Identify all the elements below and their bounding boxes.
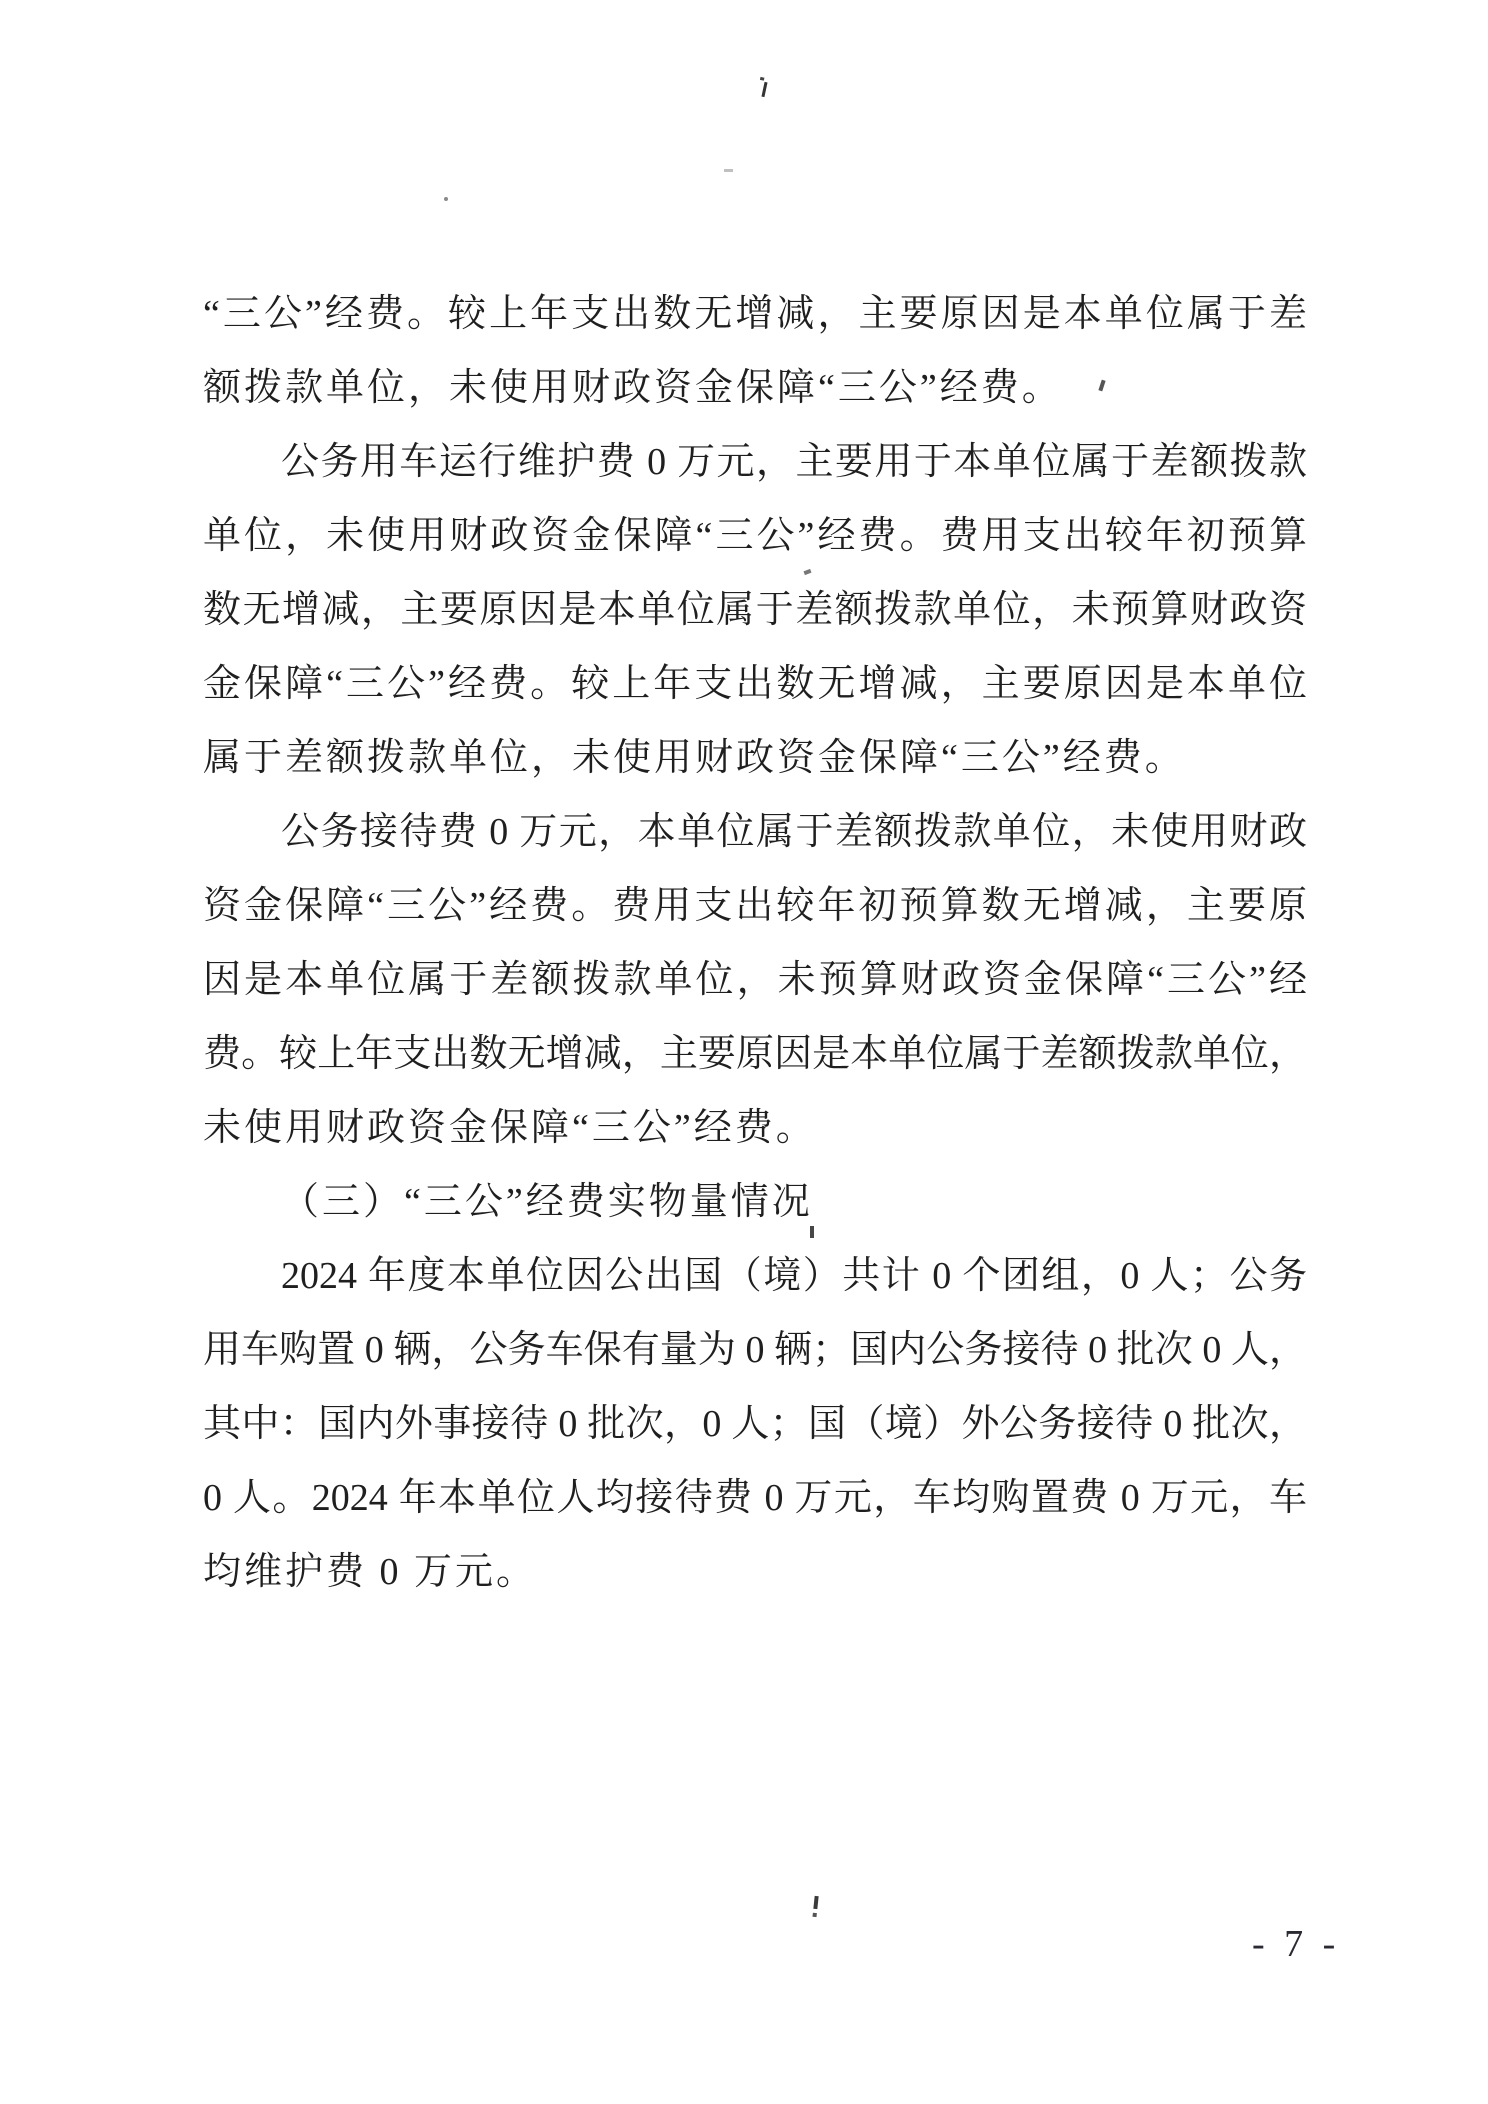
- text-line: 金保障“三公”经费。较上年支出数无增减，主要原因是本单位: [203, 663, 1307, 705]
- text-line: 费。较上年支出数无增减，主要原因是本单位属于差额拨款单位，: [203, 1033, 1307, 1075]
- scan-artifact: [761, 82, 767, 97]
- text-line: 0 人。2024 年本单位人均接待费 0 万元，车均购置费 0 万元，车: [203, 1477, 1307, 1519]
- scan-artifact: [724, 169, 733, 172]
- text-line: 其中：国内外事接待 0 批次，0 人；国（境）外公务接待 0 批次，: [203, 1403, 1307, 1445]
- text-line: 属于差额拨款单位，未使用财政资金保障“三公”经费。: [203, 737, 1186, 779]
- text-line: 用车购置 0 辆，公务车保有量为 0 辆；国内公务接待 0 批次 0 人，: [203, 1329, 1307, 1371]
- section-heading: （三）“三公”经费实物量情况: [281, 1181, 813, 1223]
- scan-artifact: [813, 1896, 818, 1909]
- text-line: 均维护费 0 万元。: [203, 1551, 538, 1593]
- scan-artifact: [810, 1226, 814, 1238]
- text-line: 资金保障“三公”经费。费用支出较年初预算数无增减，主要原: [203, 885, 1307, 927]
- page-number: - 7 -: [1252, 1923, 1341, 1965]
- body-text: [203, 277, 1307, 1609]
- text-line: 额拨款单位，未使用财政资金保障“三公”经费。: [203, 367, 1063, 409]
- text-line: 未使用财政资金保障“三公”经费。: [203, 1107, 817, 1149]
- text-line: 因是本单位属于差额拨款单位，未预算财政资金保障“三公”经: [203, 959, 1307, 1001]
- text-line: 数无增减，主要原因是本单位属于差额拨款单位，未预算财政资: [203, 589, 1307, 631]
- text-line: 公务接待费 0 万元，本单位属于差额拨款单位，未使用财政: [281, 811, 1307, 853]
- text-line: 公务用车运行维护费 0 万元，主要用于本单位属于差额拨款: [281, 441, 1307, 483]
- text-line: 单位，未使用财政资金保障“三公”经费。费用支出较年初预算: [203, 515, 1307, 557]
- scan-artifact: [444, 197, 448, 201]
- text-line: “三公”经费。较上年支出数无增减，主要原因是本单位属于差: [203, 293, 1307, 335]
- text-line: 2024 年度本单位因公出国（境）共计 0 个团组，0 人；公务: [281, 1255, 1307, 1297]
